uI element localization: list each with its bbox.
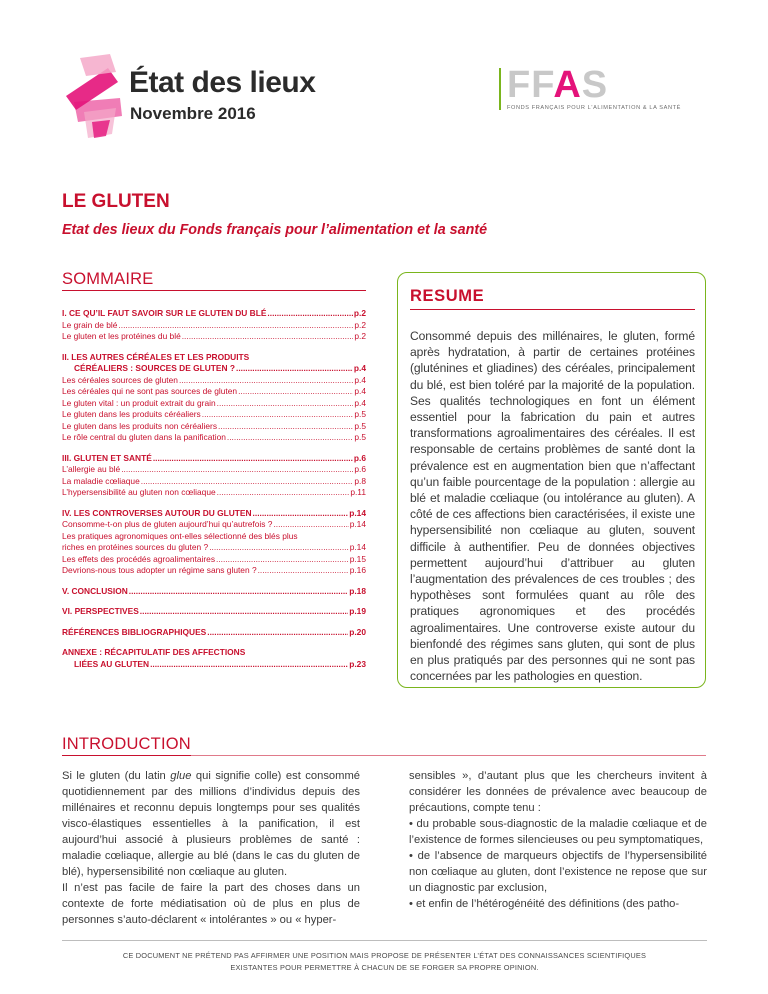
ffas-logo-subtitle: FONDS FRANÇAIS POUR L'ALIMENTATION & LA SANTÉ [507, 105, 681, 111]
toc-leader-dots [118, 320, 353, 332]
toc-page-number: p.4 [354, 397, 366, 408]
toc-leader-dots [267, 308, 352, 320]
toc-page-number: p.5 [354, 432, 366, 442]
toc-leader-dots [202, 409, 354, 421]
toc-entry-label: Les pratiques agronomiques ont-elles sélectionné des blés plus [62, 530, 298, 541]
toc-entry-label: Le gluten vital : un produit extrait du grain [62, 397, 216, 408]
toc-entry-label: VI. PERSPECTIVES [62, 606, 139, 616]
toc-page-number: p.5 [354, 420, 366, 431]
toc-leader-dots [258, 565, 349, 577]
toc-entry[interactable] [62, 476, 366, 488]
toc-leader-dots [217, 398, 354, 410]
toc-page-number: p.19 [349, 606, 366, 616]
toc-entry-label: Le rôle central du gluten dans la panification [62, 432, 226, 442]
toc-entry[interactable] [62, 432, 366, 444]
toc-entry-label: Devrions-nous tous adopter un régime sans gluten ? [62, 565, 257, 575]
toc-page-number: p.20 [349, 626, 366, 637]
toc-entry-label: I. CE QU’IL FAUT SAVOIR SUR LE GLUTEN DU BLÉ [62, 308, 267, 318]
toc-section-heading[interactable] [62, 647, 366, 659]
toc-page-number: p.4 [354, 386, 366, 396]
toc-entry-label: ANNEXE : RÉCAPITULATIF DES AFFECTIONS [62, 647, 246, 657]
toc-entry[interactable] [62, 320, 366, 332]
toc-leader-dots [150, 659, 348, 671]
ffas-logo-ff: FF [507, 64, 554, 106]
toc-page-number: p.5 [354, 409, 366, 419]
toc-entry-label: Le gluten dans les produits céréaliers [62, 409, 201, 419]
toc-entry-label: V. CONCLUSION [62, 585, 128, 596]
toc-leader-dots [217, 487, 350, 499]
toc-entry-label: La maladie cœliaque [62, 475, 140, 486]
toc-section-heading[interactable] [62, 352, 366, 364]
toc-entry-label: Les céréales sources de gluten [62, 374, 178, 385]
toc-section [62, 606, 366, 618]
intro-emphasis: glue [170, 770, 192, 782]
toc-section [62, 627, 366, 639]
introduction-paragraph: sensibles », d’autant plus que les chercheurs invitent à considérer les données de prévalence avec beaucoup de précautions, compte tenu : [409, 770, 707, 814]
toc-section [62, 453, 366, 499]
toc-entry[interactable] [62, 421, 366, 433]
toc-entry-label: LIÉES AU GLUTEN [74, 658, 150, 669]
toc-page-number: p.18 [349, 585, 366, 596]
ffas-logo-mark [507, 66, 699, 104]
introduction-bullet: • de l’absence de marqueurs objectifs de l’hypersensibilité non cœliaque au gluten, dont l’existence ne repose que sur un diagnostic par exclusion, [409, 850, 707, 894]
intro-text: Si le gluten (du latin [62, 770, 171, 782]
toc-entry[interactable] [62, 487, 366, 499]
footer-divider [62, 940, 707, 941]
document-date: Novembre 2016 [130, 104, 256, 123]
ffas-logo-bar [499, 68, 501, 110]
toc-page-number: p.14 [349, 519, 366, 529]
toc-entry[interactable] [62, 409, 366, 421]
toc-page-number: p.4 [354, 374, 366, 385]
toc-section [62, 352, 366, 444]
toc-section [62, 647, 366, 670]
toc-entry-label: III. GLUTEN ET SANTÉ [62, 452, 152, 463]
toc-section-heading[interactable] [62, 308, 366, 320]
footer-disclaimer [62, 950, 707, 974]
introduction-paragraph: Il n’est pas facile de faire la part des choses dans un contexte de forte médiatisation où de plus en plus de personnes s’auto-déclarent « intolérantes » ou « hyper- [62, 882, 360, 926]
toc-page-number: p.14 [349, 507, 366, 518]
toc-entry-label: L’hypersensibilité au gluten non cœliaque [62, 487, 216, 497]
toc-section-heading[interactable] [62, 586, 366, 598]
toc-leader-dots [153, 453, 353, 465]
ffas-logo [507, 66, 699, 111]
toc-entry[interactable] [62, 331, 366, 343]
toc-entry-label: Le gluten dans les produits non céréaliers [62, 420, 218, 431]
toc-section-heading[interactable] [62, 363, 366, 375]
footer-line-1: CE DOCUMENT NE PRÉTEND PAS AFFIRMER UNE POSITION MAIS PROPOSE DE PRÉSENTER L’ÉTAT DES CONNAISSANCES SCIENTIFIQUES [122, 951, 647, 960]
toc-entry-label: Le grain de blé [62, 319, 118, 330]
toc-leader-dots [179, 375, 353, 387]
toc-entry[interactable] [62, 542, 366, 554]
toc-section [62, 586, 366, 598]
toc-page-number: p.2 [354, 319, 366, 330]
toc-page-number: p.14 [349, 542, 366, 552]
toc-section [62, 508, 366, 577]
toc-entry-label: CÉRÉALIERS : SOURCES DE GLUTEN ? [74, 363, 235, 373]
ffas-logo-s: S [581, 64, 609, 106]
introduction-heading: INTRODUCTION [62, 735, 191, 756]
toc-entry-label: II. LES AUTRES CÉRÉALES ET LES PRODUITS [62, 351, 250, 362]
toc-entry-label: riches en protéines sources du gluten ? [62, 542, 209, 552]
toc-page-number: p.11 [350, 487, 366, 497]
toc-leader-dots [182, 331, 354, 343]
toc-entry-label: IV. LES CONTROVERSES AUTOUR DU GLUTEN [62, 507, 252, 518]
resume-heading: RESUME [410, 287, 695, 310]
toc-leader-dots [209, 542, 349, 554]
toc-leader-dots [273, 519, 348, 531]
toc-leader-dots [227, 432, 353, 444]
toc-section-heading[interactable] [62, 659, 366, 671]
toc-entry-label: Les effets des procédés agroalimentaires [62, 553, 216, 564]
header-decorative-shapes [62, 52, 122, 142]
toc-entry-label: L’allergie au blé [62, 464, 121, 474]
toc-page-number: p.8 [354, 475, 366, 486]
toc-entry[interactable] [62, 519, 366, 531]
toc-leader-dots [238, 386, 353, 398]
toc-section [62, 308, 366, 343]
toc-page-number: p.2 [353, 308, 366, 318]
toc-section-heading[interactable] [62, 453, 366, 465]
toc-page-number: p.23 [349, 658, 366, 669]
toc-leader-dots [207, 627, 348, 639]
toc-entry[interactable] [62, 375, 366, 387]
footer-line-2: EXISTANTES POUR PERMETTRE À CHACUN DE SE FORGER SA PROPRE OPINION. [230, 963, 539, 972]
toc-leader-dots [140, 606, 348, 618]
table-of-contents [62, 270, 366, 679]
toc-page-number: p.6 [353, 452, 366, 463]
introduction-paragraph [62, 768, 360, 880]
resume-text: Consommé depuis des millénaires, le gluten, formé après hydratation, à partir de certaines protéines (gluténines et gliadines) des céréales, principalement du blé, est bien toléré par la majorité de la population. Ses qualités technologiques en font un élément essentiel pour la fabrication du pain et autres transformations agroalimentaires des céréales. Il est responsable de certains problèmes de santé dont la prévalence est en augmentation bien que n’affectant qu’un faible pourcentage de la population : allergie au blé et maladie cœliaque (ou intolérance au gluten). A côté de ces affections bien caractérisées, il existe une hypersensibilité non cœliaque au gluten, souvent difficile à authentifier. Peu de données objectives permettent aujourd’hui d’attribuer au gluten l’augmentation des prévalences de ces troubles ; des hypothèses sont formulées quant au rôle des pratiques agronomiques et des procédés agroalimentaires. Une controverse existe autour du bienfondé des régimes sans gluten, qui sont de plus en plus pratiqués par des personnes qui ne sont pas concernées par les pathologies en question. [410, 329, 695, 684]
toc-leader-dots [141, 476, 354, 488]
toc-section-heading[interactable] [62, 606, 366, 618]
toc-entry[interactable] [62, 398, 366, 410]
toc-leader-dots [218, 421, 353, 433]
toc-page-number: p.2 [354, 331, 366, 341]
resume-box [397, 272, 706, 688]
toc-leader-dots [121, 464, 353, 476]
introduction-divider [191, 755, 706, 756]
toc-entry-label: Les céréales qui ne sont pas sources de gluten [62, 386, 238, 396]
toc-page-number: p.15 [349, 553, 366, 564]
page-title: LE GLUTEN [62, 191, 170, 212]
toc-entry[interactable] [62, 554, 366, 566]
intro-text: qui signifie colle) est consommé quotidiennement par des millions d’individus depuis des millénaires et reconnu depuis longtemps pour ses qualités visco-élastiques essentielles à la panification, il est aujourd’hui associé à plusieurs problèmes de santé : maladie cœliaque, allergie au blé (dans le cas du gluten de blé), hypersensibilité non cœliaque au gluten. [62, 770, 361, 878]
ffas-logo-a: A [553, 64, 582, 106]
toc-leader-dots [216, 554, 349, 566]
toc-list [62, 308, 366, 670]
toc-entry[interactable] [62, 531, 366, 543]
toc-leader-dots [129, 586, 348, 598]
toc-entry[interactable] [62, 565, 366, 577]
toc-page-number: p.6 [354, 464, 366, 474]
introduction-column-left [62, 768, 360, 928]
toc-section-heading[interactable] [62, 627, 366, 639]
page-subtitle: Etat des lieux du Fonds français pour l’alimentation et la santé [62, 222, 488, 238]
introduction-column-right [409, 768, 707, 912]
document-type-title: État des lieux [129, 66, 316, 99]
toc-entry-label: Consomme-t-on plus de gluten aujourd’hui qu’autrefois ? [62, 519, 273, 529]
toc-entry[interactable] [62, 386, 366, 398]
introduction-bullet: • du probable sous-diagnostic de la maladie cœliaque et de l’existence de formes silencieuses ou peu symptomatiques, [409, 818, 707, 846]
toc-entry-label: Le gluten et les protéines du blé [62, 331, 181, 341]
toc-page-number: p.16 [349, 565, 366, 575]
toc-entry[interactable] [62, 464, 366, 476]
introduction-bullet: • et enfin de l’hétérogénéité des définitions (des patho- [409, 898, 680, 910]
toc-section-heading[interactable] [62, 508, 366, 520]
toc-leader-dots [253, 508, 349, 520]
toc-page-number: p.4 [353, 363, 366, 373]
toc-heading: SOMMAIRE [62, 270, 366, 291]
toc-leader-dots [236, 363, 353, 375]
toc-entry-label: RÉFÉRENCES BIBLIOGRAPHIQUES [62, 626, 207, 637]
